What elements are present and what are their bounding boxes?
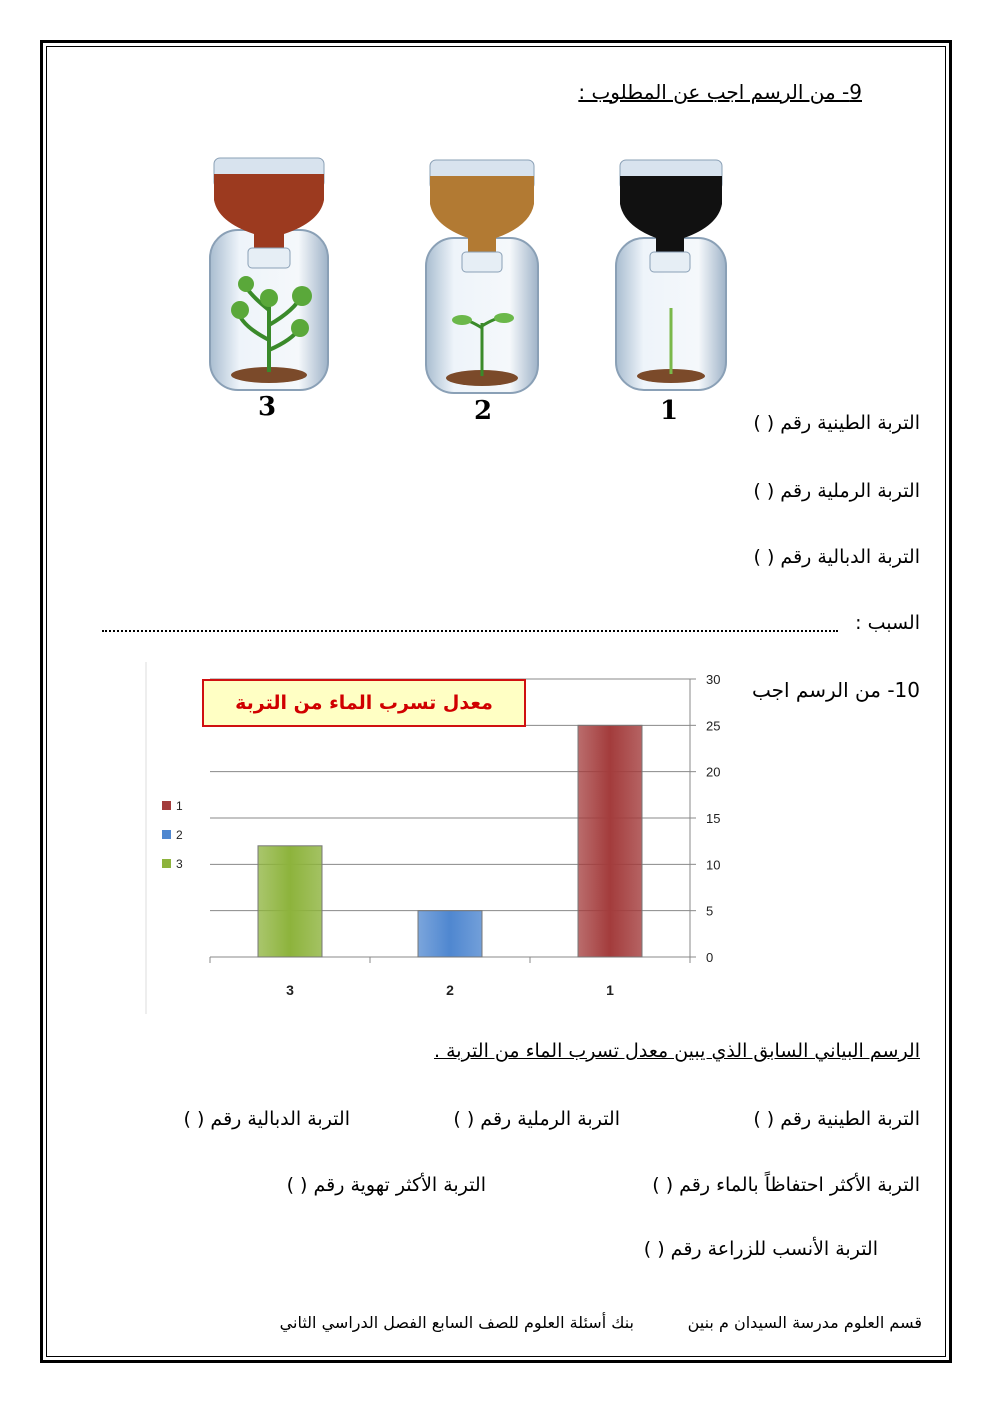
soil-jars-illustration xyxy=(190,150,750,430)
bar-2 xyxy=(418,911,482,957)
question-10-title: 10- من الرسم اجب xyxy=(752,678,920,702)
footer-bank-title: بنك أسئلة العلوم للصف السابع الفصل الدراسي الثاني xyxy=(279,1313,634,1332)
legend-label: 1 xyxy=(176,799,183,813)
reason-answer-line xyxy=(102,630,838,632)
jar-label-3: 3 xyxy=(258,392,277,422)
answer-most-aeration: التربة الأكثر تهوية رقم ( ) xyxy=(286,1174,486,1196)
jar-1 xyxy=(616,160,726,390)
legend-label: 3 xyxy=(176,857,183,871)
question-9-title: 9- من الرسم اجب عن المطلوب : xyxy=(578,80,862,104)
y-tick-label: 15 xyxy=(706,811,721,826)
bar-3 xyxy=(258,846,322,957)
answer-humus-2: التربة الدبالية رقم ( ) xyxy=(183,1108,350,1130)
jar-2 xyxy=(426,160,538,393)
jar-3 xyxy=(210,158,328,390)
x-tick-label: 1 xyxy=(606,982,614,998)
reason-label: السبب : xyxy=(855,612,920,634)
legend-swatch-3 xyxy=(162,859,171,868)
chart-question-text: الرسم البياني السابق الذي يبين معدل تسرب الماء من التربة . xyxy=(434,1040,920,1062)
jar-label-1: 1 xyxy=(660,396,679,426)
footer-department: قسم العلوم مدرسة السيدان م بنين xyxy=(687,1313,922,1332)
answer-sandy-2: التربة الرملية رقم ( ) xyxy=(453,1108,620,1130)
answer-line-clay: التربة الطينية رقم ( ) xyxy=(753,412,920,434)
chart-title-box xyxy=(202,679,526,727)
y-tick-label: 10 xyxy=(706,857,721,873)
y-tick-label: 30 xyxy=(706,672,721,687)
y-tick-label: 25 xyxy=(706,718,721,734)
answer-most-water-retention: التربة الأكثر احتفاظاً بالماء رقم ( ) xyxy=(652,1174,920,1196)
legend-swatch-2 xyxy=(162,830,171,839)
chart-title: معدل تسرب الماء من التربة xyxy=(235,692,493,714)
y-tick-label: 20 xyxy=(706,764,721,780)
answer-line-humus: التربة الدبالية رقم ( ) xyxy=(753,546,920,568)
y-tick-label: 0 xyxy=(706,950,714,965)
answer-clay-2: التربة الطينية رقم ( ) xyxy=(753,1108,920,1130)
answer-line-sandy: التربة الرملية رقم ( ) xyxy=(753,480,920,502)
y-tick-label: 5 xyxy=(706,903,714,919)
legend-swatch-1 xyxy=(162,801,171,810)
x-tick-label: 2 xyxy=(446,982,454,998)
answer-best-for-farming: التربة الأنسب للزراعة رقم ( ) xyxy=(643,1238,878,1260)
legend-label: 2 xyxy=(176,828,183,842)
bar-1 xyxy=(578,725,642,957)
jar-label-2: 2 xyxy=(474,396,493,426)
x-tick-label: 3 xyxy=(286,982,294,998)
